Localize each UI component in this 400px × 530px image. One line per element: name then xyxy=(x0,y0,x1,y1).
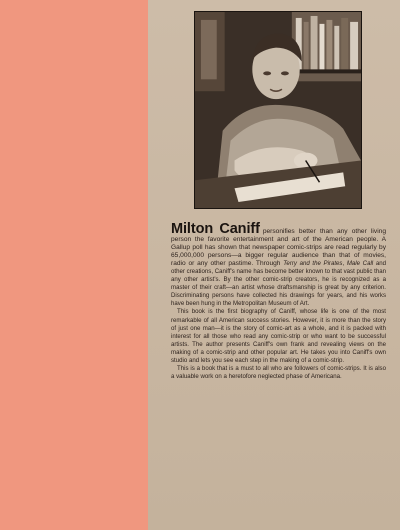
author-name-heading: Milton Caniff xyxy=(171,221,260,237)
book-title-terry: Terry and the Pirates xyxy=(283,260,343,268)
author-photo xyxy=(194,11,362,209)
blurb-paragraph-2: This book is the first biography of Caniff, whose life is one of the most remarkable of all American success stories. However, it is more than the story of just one man—it is the story of comic-art as a whole, and it is packed with interest for all those who read any comic-strip or who want to be successful artists. The author presents Caniff's own frank and revealing views on the making of a comic-strip and other popular art. He takes you into Caniff's own studio and lets you see each step in the making of a comic-strip. xyxy=(171,308,386,364)
salmon-color-panel xyxy=(0,0,148,530)
blurb-lead-text: personifies better than any other living person the favorite entertainment and art of the American people. A Gallup poll has shown that newspaper comic-strips are read regularly by 65,000,000 persons—a bigger regular audience than that of movies, radio or any other pastime. Through xyxy=(171,228,386,268)
blurb-paragraph-1 xyxy=(171,222,386,308)
blurb-rest-text: and other creations, Caniff's name has become better known to that vast public than any other artist's. By the other comic-strip creators, he is recognized as a master of their craft—an artist whose draftsmanship is great by any criterion. Discriminating persons have collected his drawings for years, and his works have been hung in the Metropolitan Museum of Art. xyxy=(171,260,386,308)
title-separator: , xyxy=(342,260,347,268)
blurb-paragraph-3: This is a book that is a must to all who are followers of comic-strips. It is also a valuable work on a heretofore neglected phase of Americana. xyxy=(171,364,386,380)
book-title-male-call: Male Call xyxy=(346,260,374,268)
author-photo-image xyxy=(195,12,361,208)
back-cover-blurb xyxy=(171,222,386,381)
